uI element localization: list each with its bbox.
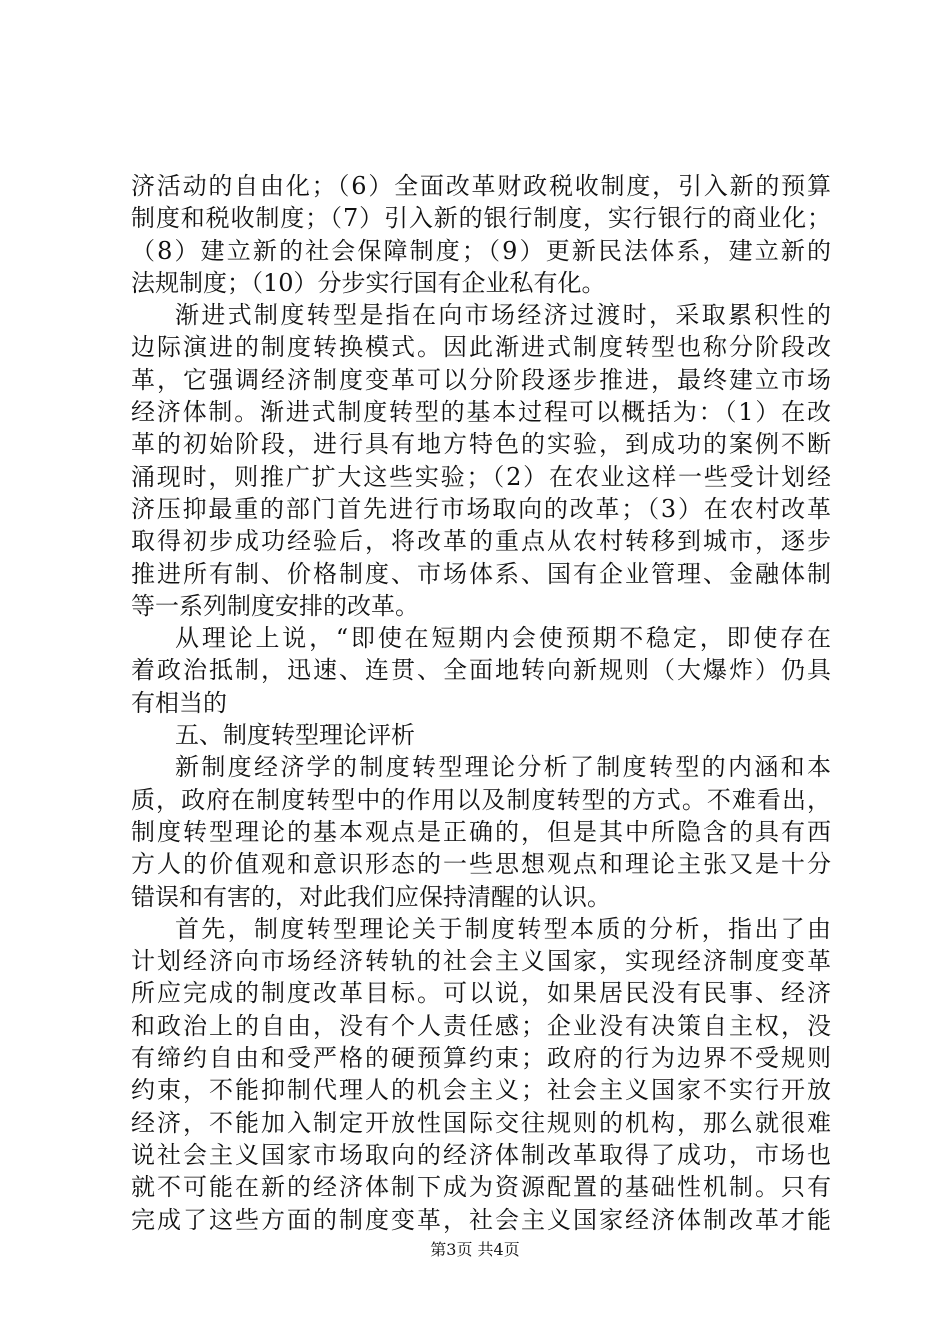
text-line: 和政治上的自由，没有个人责任感；企业没有决策自主权，没 — [131, 1011, 831, 1040]
page-footer — [0, 1240, 950, 1260]
text-line: 制度和税收制度；（7）引入新的银行制度，实行银行的商业化； — [131, 204, 831, 233]
text-line: 渐进式制度转型是指在向市场经济过渡时，采取累积性的 — [175, 301, 831, 330]
text-line: 法规制度；（10）分步实行国有企业私有化。 — [131, 268, 606, 297]
text-line: 涌现时，则推广扩大这些实验；（2）在农业这样一些受计划经 — [131, 462, 831, 491]
text-line: 有相当的 — [131, 688, 227, 717]
text-line: 方人的价值观和意识形态的一些思想观点和理论主张又是十分 — [131, 850, 831, 879]
text-line: 着政治抵制，迅速、连贯、全面地转向新规则（大爆炸）仍具 — [131, 656, 831, 685]
text-line: 等一系列制度安排的改革。 — [131, 591, 419, 620]
page-number: 第3页 共4页 — [430, 1240, 520, 1259]
text-line: 从理论上说，“即使在短期内会使预期不稳定，即使存在 — [175, 624, 831, 653]
text-line: 取得初步成功经验后，将改革的重点从农村转移到城市，逐步 — [131, 527, 831, 556]
text-line: （8）建立新的社会保障制度；（9）更新民法体系，建立新的 — [131, 236, 831, 265]
text-line: 边际演进的制度转换模式。因此渐进式制度转型也称分阶段改 — [131, 333, 831, 362]
text-line: 就不可能在新的经济体制下成为资源配置的基础性机制。只有 — [131, 1173, 831, 1202]
text-line: 革的初始阶段，进行具有地方特色的实验，到成功的案例不断 — [131, 430, 831, 459]
text-line: 制度转型理论的基本观点是正确的，但是其中所隐含的具有西 — [131, 817, 831, 846]
text-line: 约束，不能抑制代理人的机会主义；社会主义国家不实行开放 — [131, 1076, 831, 1105]
text-line: 济活动的自由化；（6）全面改革财政税收制度，引入新的预算 — [131, 172, 831, 200]
document-body — [131, 170, 831, 1236]
text-line: 有缔约自由和受严格的硬预算约束；政府的行为边界不受规则 — [131, 1044, 831, 1073]
text-line: 质，政府在制度转型中的作用以及制度转型的方式。不难看出， — [131, 785, 831, 814]
text-line: 计划经济向市场经济转轨的社会主义国家，实现经济制度变革 — [131, 947, 831, 976]
text-line: 说社会主义国家市场取向的经济体制改革取得了成功，市场也 — [131, 1140, 831, 1169]
text-line: 经济，不能加入制定开放性国际交往规则的机构，那么就很难 — [131, 1108, 831, 1137]
text-line: 经济体制。渐进式制度转型的基本过程可以概括为：（1）在改 — [131, 398, 831, 427]
text-line: 所应完成的制度改革目标。可以说，如果居民没有民事、经济 — [131, 979, 831, 1008]
text-line: 错误和有害的，对此我们应保持清醒的认识。 — [131, 882, 611, 911]
text-line: 济压抑最重的部门首先进行市场取向的改革；（3）在农村改革 — [131, 494, 831, 523]
text-line: 革，它强调经济制度变革可以分阶段逐步推进，最终建立市场 — [131, 365, 831, 394]
text-line: 五、制度转型理论评析 — [175, 721, 415, 750]
text-line: 新制度经济学的制度转型理论分析了制度转型的内涵和本 — [175, 753, 831, 782]
text-line: 完成了这些方面的制度变革，社会主义国家经济体制改革才能 — [131, 1205, 831, 1234]
text-line: 推进所有制、价格制度、市场体系、国有企业管理、金融体制 — [131, 559, 831, 588]
text-line: 首先，制度转型理论关于制度转型本质的分析，指出了由 — [175, 914, 831, 943]
